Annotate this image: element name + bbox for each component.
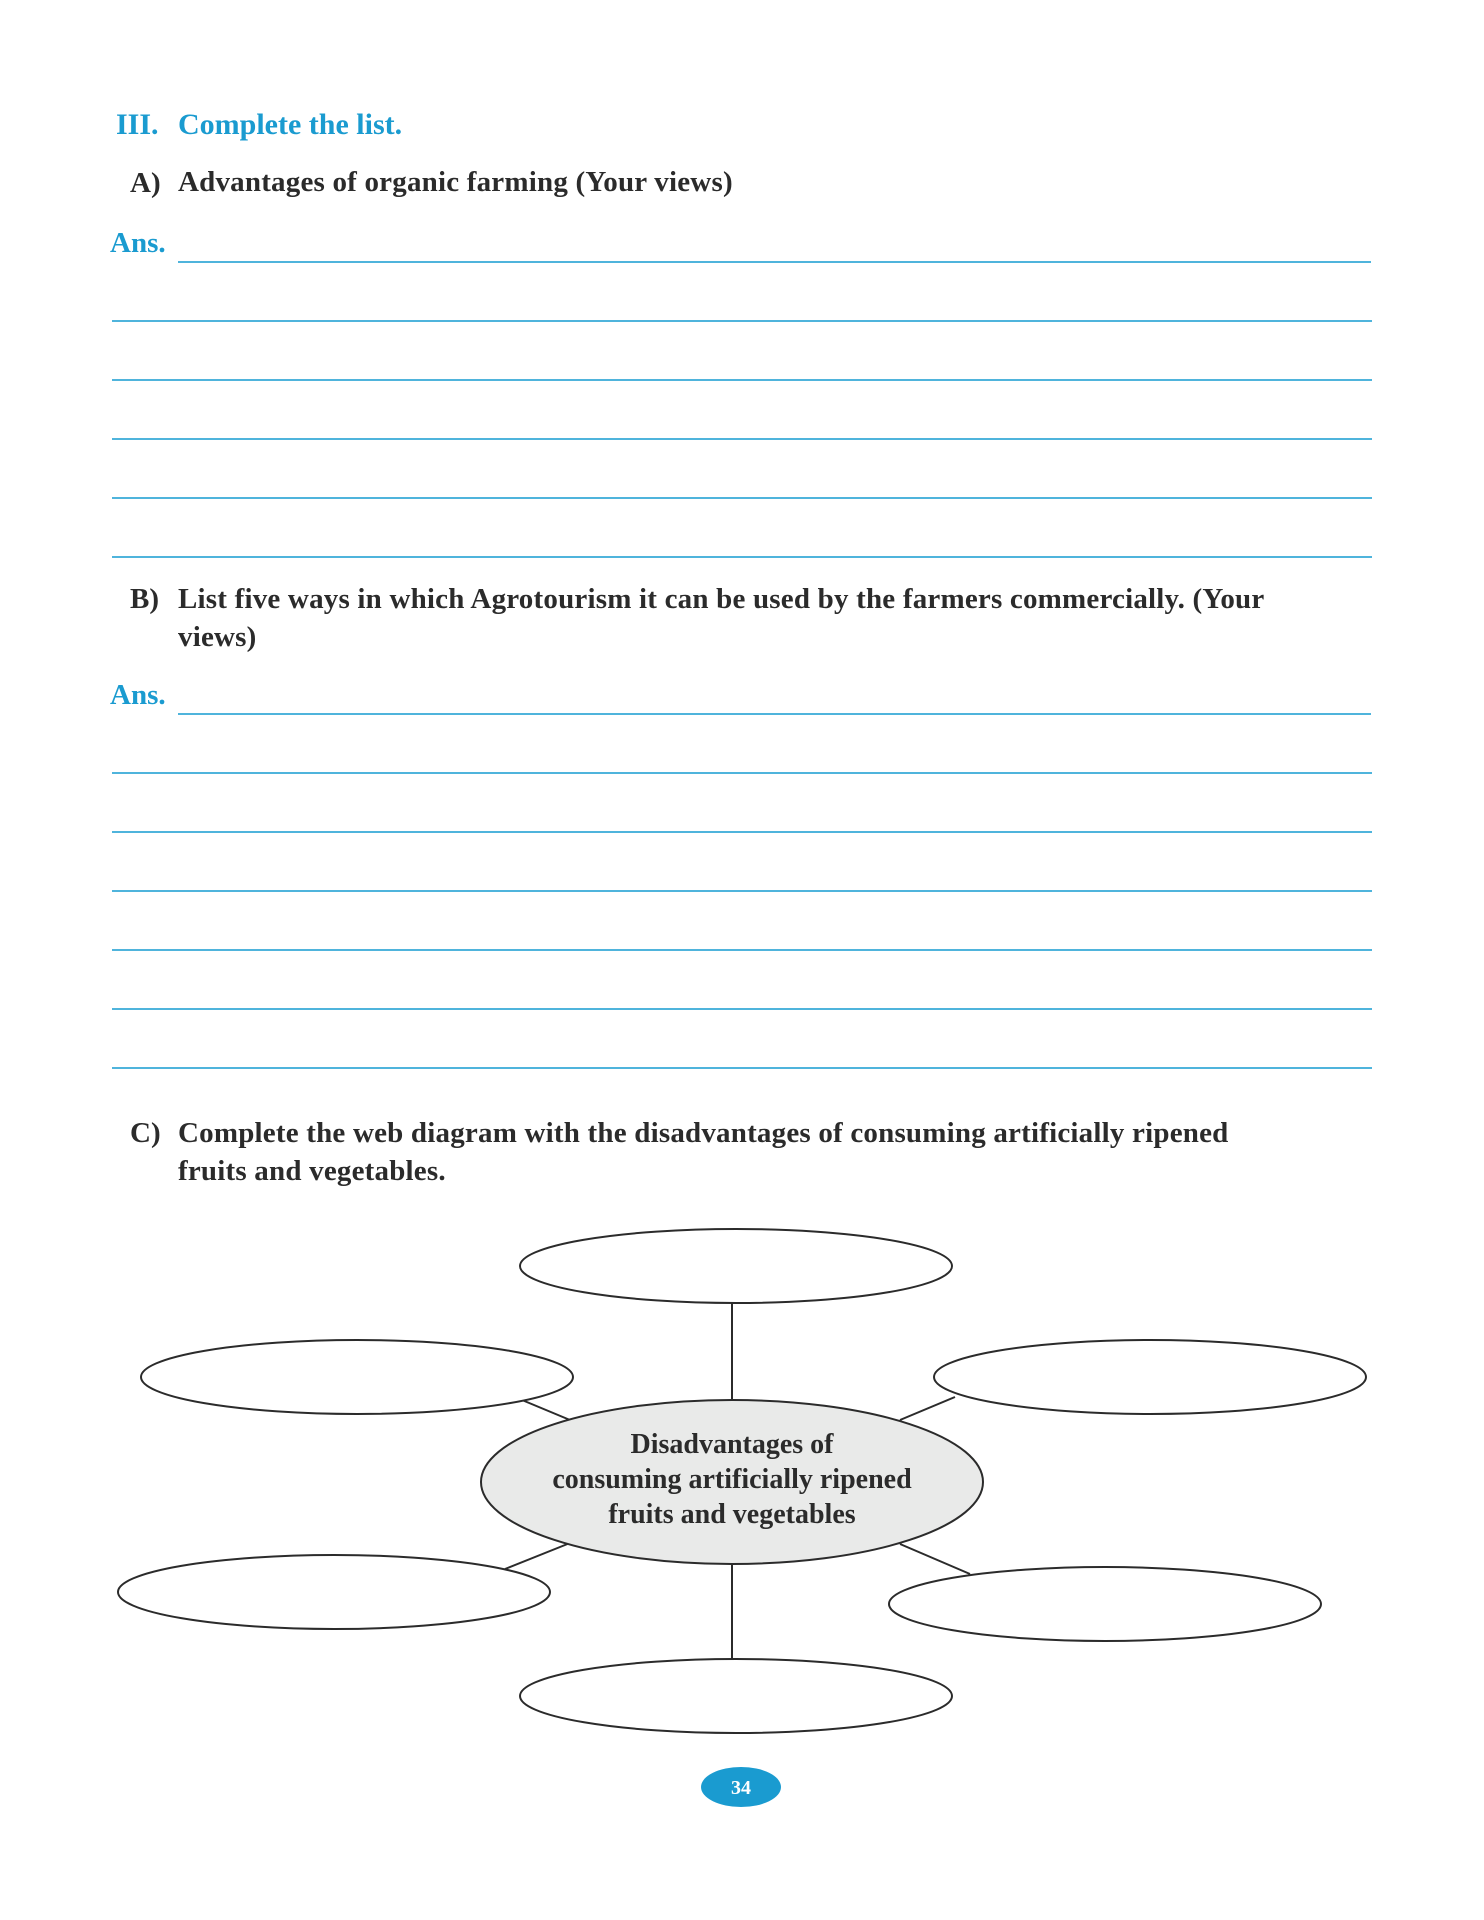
question-a-letter: A) <box>130 167 161 199</box>
section-title: Complete the list. <box>178 108 403 141</box>
question-b-text-line2: views) <box>178 621 257 653</box>
question-b-text-line1: List five ways in which Agrotourism it can be used by the farmers commercially. (Your <box>178 583 1265 615</box>
connector-upper-left <box>522 1400 570 1420</box>
section-number: III. <box>116 108 159 141</box>
question-c-text-line2: fruits and vegetables. <box>178 1155 446 1187</box>
question-c-letter: C) <box>130 1117 161 1149</box>
page-number: 34 <box>731 1777 751 1799</box>
answer-label-b: Ans. <box>110 679 166 711</box>
connector-lower-right <box>900 1544 970 1574</box>
question-b-letter: B) <box>130 583 159 615</box>
question-a-text: Advantages of organic farming (Your views) <box>178 166 733 198</box>
connector-lower-left <box>505 1543 570 1569</box>
bubble-lower-left[interactable] <box>118 1555 550 1629</box>
center-label-line2: consuming artificially ripened <box>552 1464 912 1495</box>
bubble-upper-left[interactable] <box>141 1340 573 1414</box>
question-c-text-line1: Complete the web diagram with the disadvantages of consuming artificially ripened <box>178 1117 1229 1149</box>
center-label-line1: Disadvantages of <box>630 1429 834 1460</box>
bubble-upper-right[interactable] <box>934 1340 1366 1414</box>
connector-upper-right <box>900 1397 955 1420</box>
bubble-lower-right[interactable] <box>889 1567 1321 1641</box>
bubble-top[interactable] <box>520 1229 952 1303</box>
answer-label-a: Ans. <box>110 227 166 259</box>
bubble-bottom[interactable] <box>520 1659 952 1733</box>
center-label-line3: fruits and vegetables <box>608 1499 856 1530</box>
